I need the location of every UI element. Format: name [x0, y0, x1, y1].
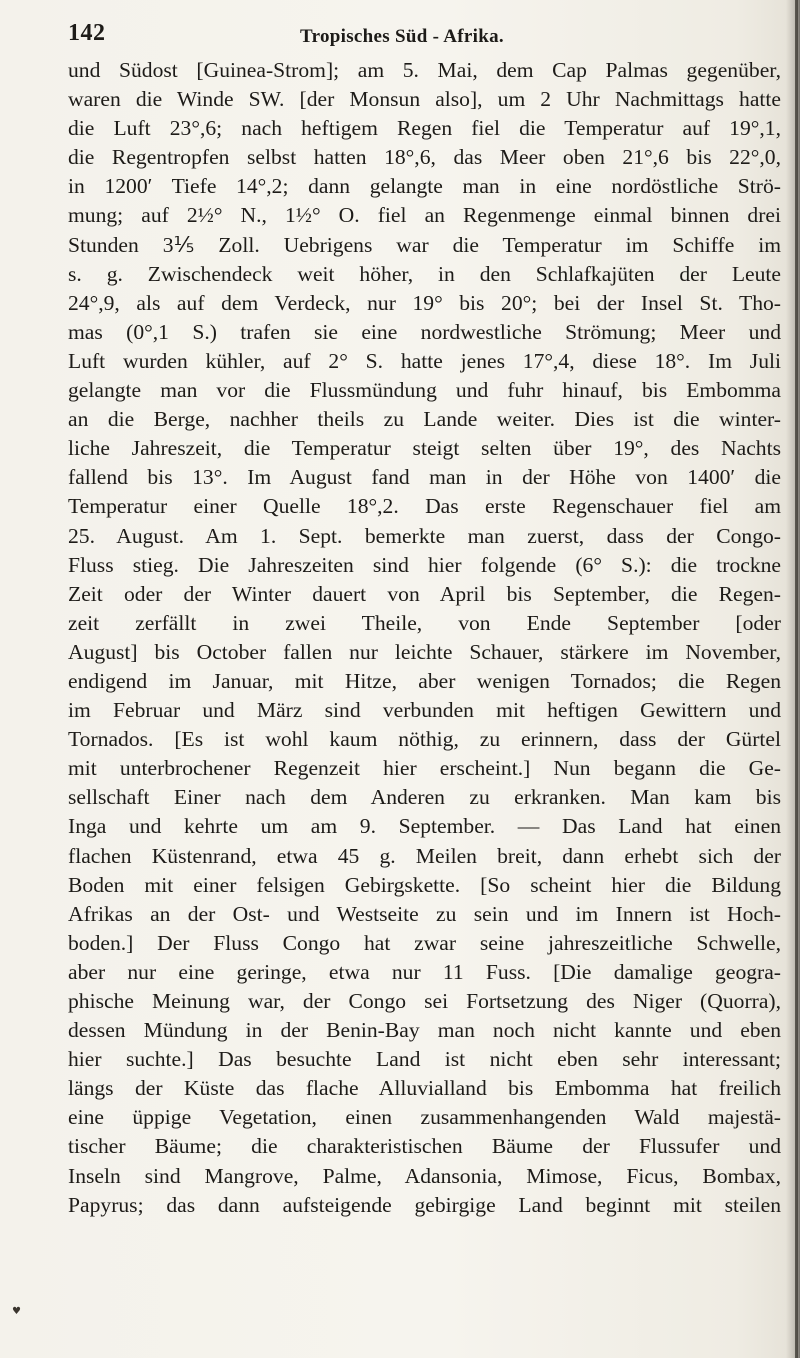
- running-title: Tropisches Süd - Afrika.: [300, 26, 504, 47]
- text-line: liche Jahreszeit, die Temperatur steigt selten über 19°, des Nachts: [68, 436, 781, 461]
- text-line: boden.] Der Fluss Congo hat zwar seine jahreszeitliche Schwelle,: [68, 930, 781, 955]
- text-line: Luft wurden kühler, auf 2° S. hatte jenes 17°,4, diese 18°. Im Juli: [68, 348, 781, 373]
- text-line: längs der Küste das flache Alluvialland bis Embomma hat freilich: [68, 1076, 781, 1101]
- text-line: mas (0°,1 S.) trafen sie eine nordwestliche Strömung; Meer und: [68, 319, 781, 344]
- text-line: Inga und kehrte um am 9. September. — Das Land hat einen: [68, 814, 781, 839]
- text-line: phische Meinung war, der Congo sei Fortsetzung des Niger (Quorra),: [68, 989, 781, 1013]
- text-line: tischer Bäume; die charakteristischen Bäume der Flussufer und: [68, 1134, 781, 1159]
- text-line: an die Berge, nachher theils zu Lande weiter. Dies ist die winter-: [68, 407, 781, 432]
- text-line: Temperatur einer Quelle 18°,2. Das erste Regenschauer fiel am: [68, 494, 781, 519]
- text-line: 24°,9, als auf dem Verdeck, nur 19° bis 20°; bei der Insel St. Tho-: [68, 290, 781, 315]
- text-line: zeit zerfällt in zwei Theile, von Ende September [oder: [68, 610, 781, 635]
- text-line: August] bis October fallen nur leichte Schauer, stärkere im November,: [68, 639, 781, 664]
- text-line: endigend im Januar, mit Hitze, aber wenigen Tornados; die Regen: [68, 668, 781, 693]
- page-edge: [795, 0, 798, 1358]
- text-line: hier suchte.] Das besuchte Land ist nicht eben sehr interessant;: [68, 1047, 781, 1072]
- text-line: Tornados. [Es ist wohl kaum nöthig, zu erinnern, dass der Gürtel: [68, 727, 781, 752]
- text-line: die Regentropfen selbst hatten 18°,6, das Meer oben 21°,6 bis 22°,0,: [68, 145, 781, 170]
- text-line: im Februar und März sind verbunden mit heftigen Gewittern und: [68, 698, 781, 723]
- text-line: aber nur eine geringe, etwa nur 11 Fuss. [Die damalige geogra-: [68, 959, 781, 984]
- text-line: waren die Winde SW. [der Monsun also], um 2 Uhr Nachmittags hatte: [68, 87, 781, 112]
- text-line: Boden mit einer felsigen Gebirgskette. [So scheint hier die Bildung: [68, 872, 781, 897]
- text-line: Stunden 3⅕ Zoll. Uebrigens war die Temperatur im Schiffe im: [68, 232, 781, 257]
- text-line: 25. August. Am 1. Sept. bemerkte man zuerst, dass der Congo-: [68, 523, 781, 548]
- text-line: Inseln sind Mangrove, Palme, Adansonia, Mimose, Ficus, Bombax,: [68, 1163, 781, 1188]
- text-line: und Südost [Guinea-Strom]; am 5. Mai, dem Cap Palmas gegenüber,: [68, 58, 781, 82]
- text-line: fallend bis 13°. Im August fand man in der Höhe von 1400′ die: [68, 465, 781, 490]
- text-line: in 1200′ Tiefe 14°,2; dann gelangte man in eine nordöstliche Strö-: [68, 174, 781, 199]
- text-line: Afrikas an der Ost- und Westseite zu sein und im Innern ist Hoch-: [68, 901, 781, 926]
- text-line: die Luft 23°,6; nach heftigem Regen fiel die Temperatur auf 19°,1,: [68, 116, 781, 141]
- text-line: gelangte man vor die Flussmündung und fuhr hinauf, bis Embomma: [68, 378, 781, 403]
- text-line: s. g. Zwischendeck weit höher, in den Schlafkajüten der Leute: [68, 261, 781, 286]
- body-text: [68, 56, 781, 1220]
- text-line: sellschaft Einer nach dem Anderen zu erkranken. Man kam bis: [68, 785, 781, 810]
- text-line: eine üppige Vegetation, einen zusammenhangenden Wald majestä-: [68, 1105, 781, 1130]
- text-line: mung; auf 2½° N., 1½° O. fiel an Regenmenge einmal binnen drei: [68, 203, 781, 228]
- margin-mark-icon: ♥: [12, 1306, 21, 1317]
- text-line: Zeit oder der Winter dauert von April bis September, die Regen-: [68, 581, 781, 606]
- text-line: dessen Mündung in der Benin-Bay man noch nicht kannte und eben: [68, 1018, 781, 1043]
- text-line: mit unterbrochener Regenzeit hier erscheint.] Nun begann die Ge-: [68, 756, 781, 781]
- text-line: Papyrus; das dann aufsteigende gebirgige Land beginnt mit steilen: [68, 1192, 781, 1217]
- page-header: [0, 0, 800, 60]
- text-line: flachen Küstenrand, etwa 45 g. Meilen breit, dann erhebt sich der: [68, 843, 781, 868]
- text-line: Fluss stieg. Die Jahreszeiten sind hier folgende (6° S.): die trockne: [68, 552, 781, 577]
- page-number: 142: [68, 20, 106, 46]
